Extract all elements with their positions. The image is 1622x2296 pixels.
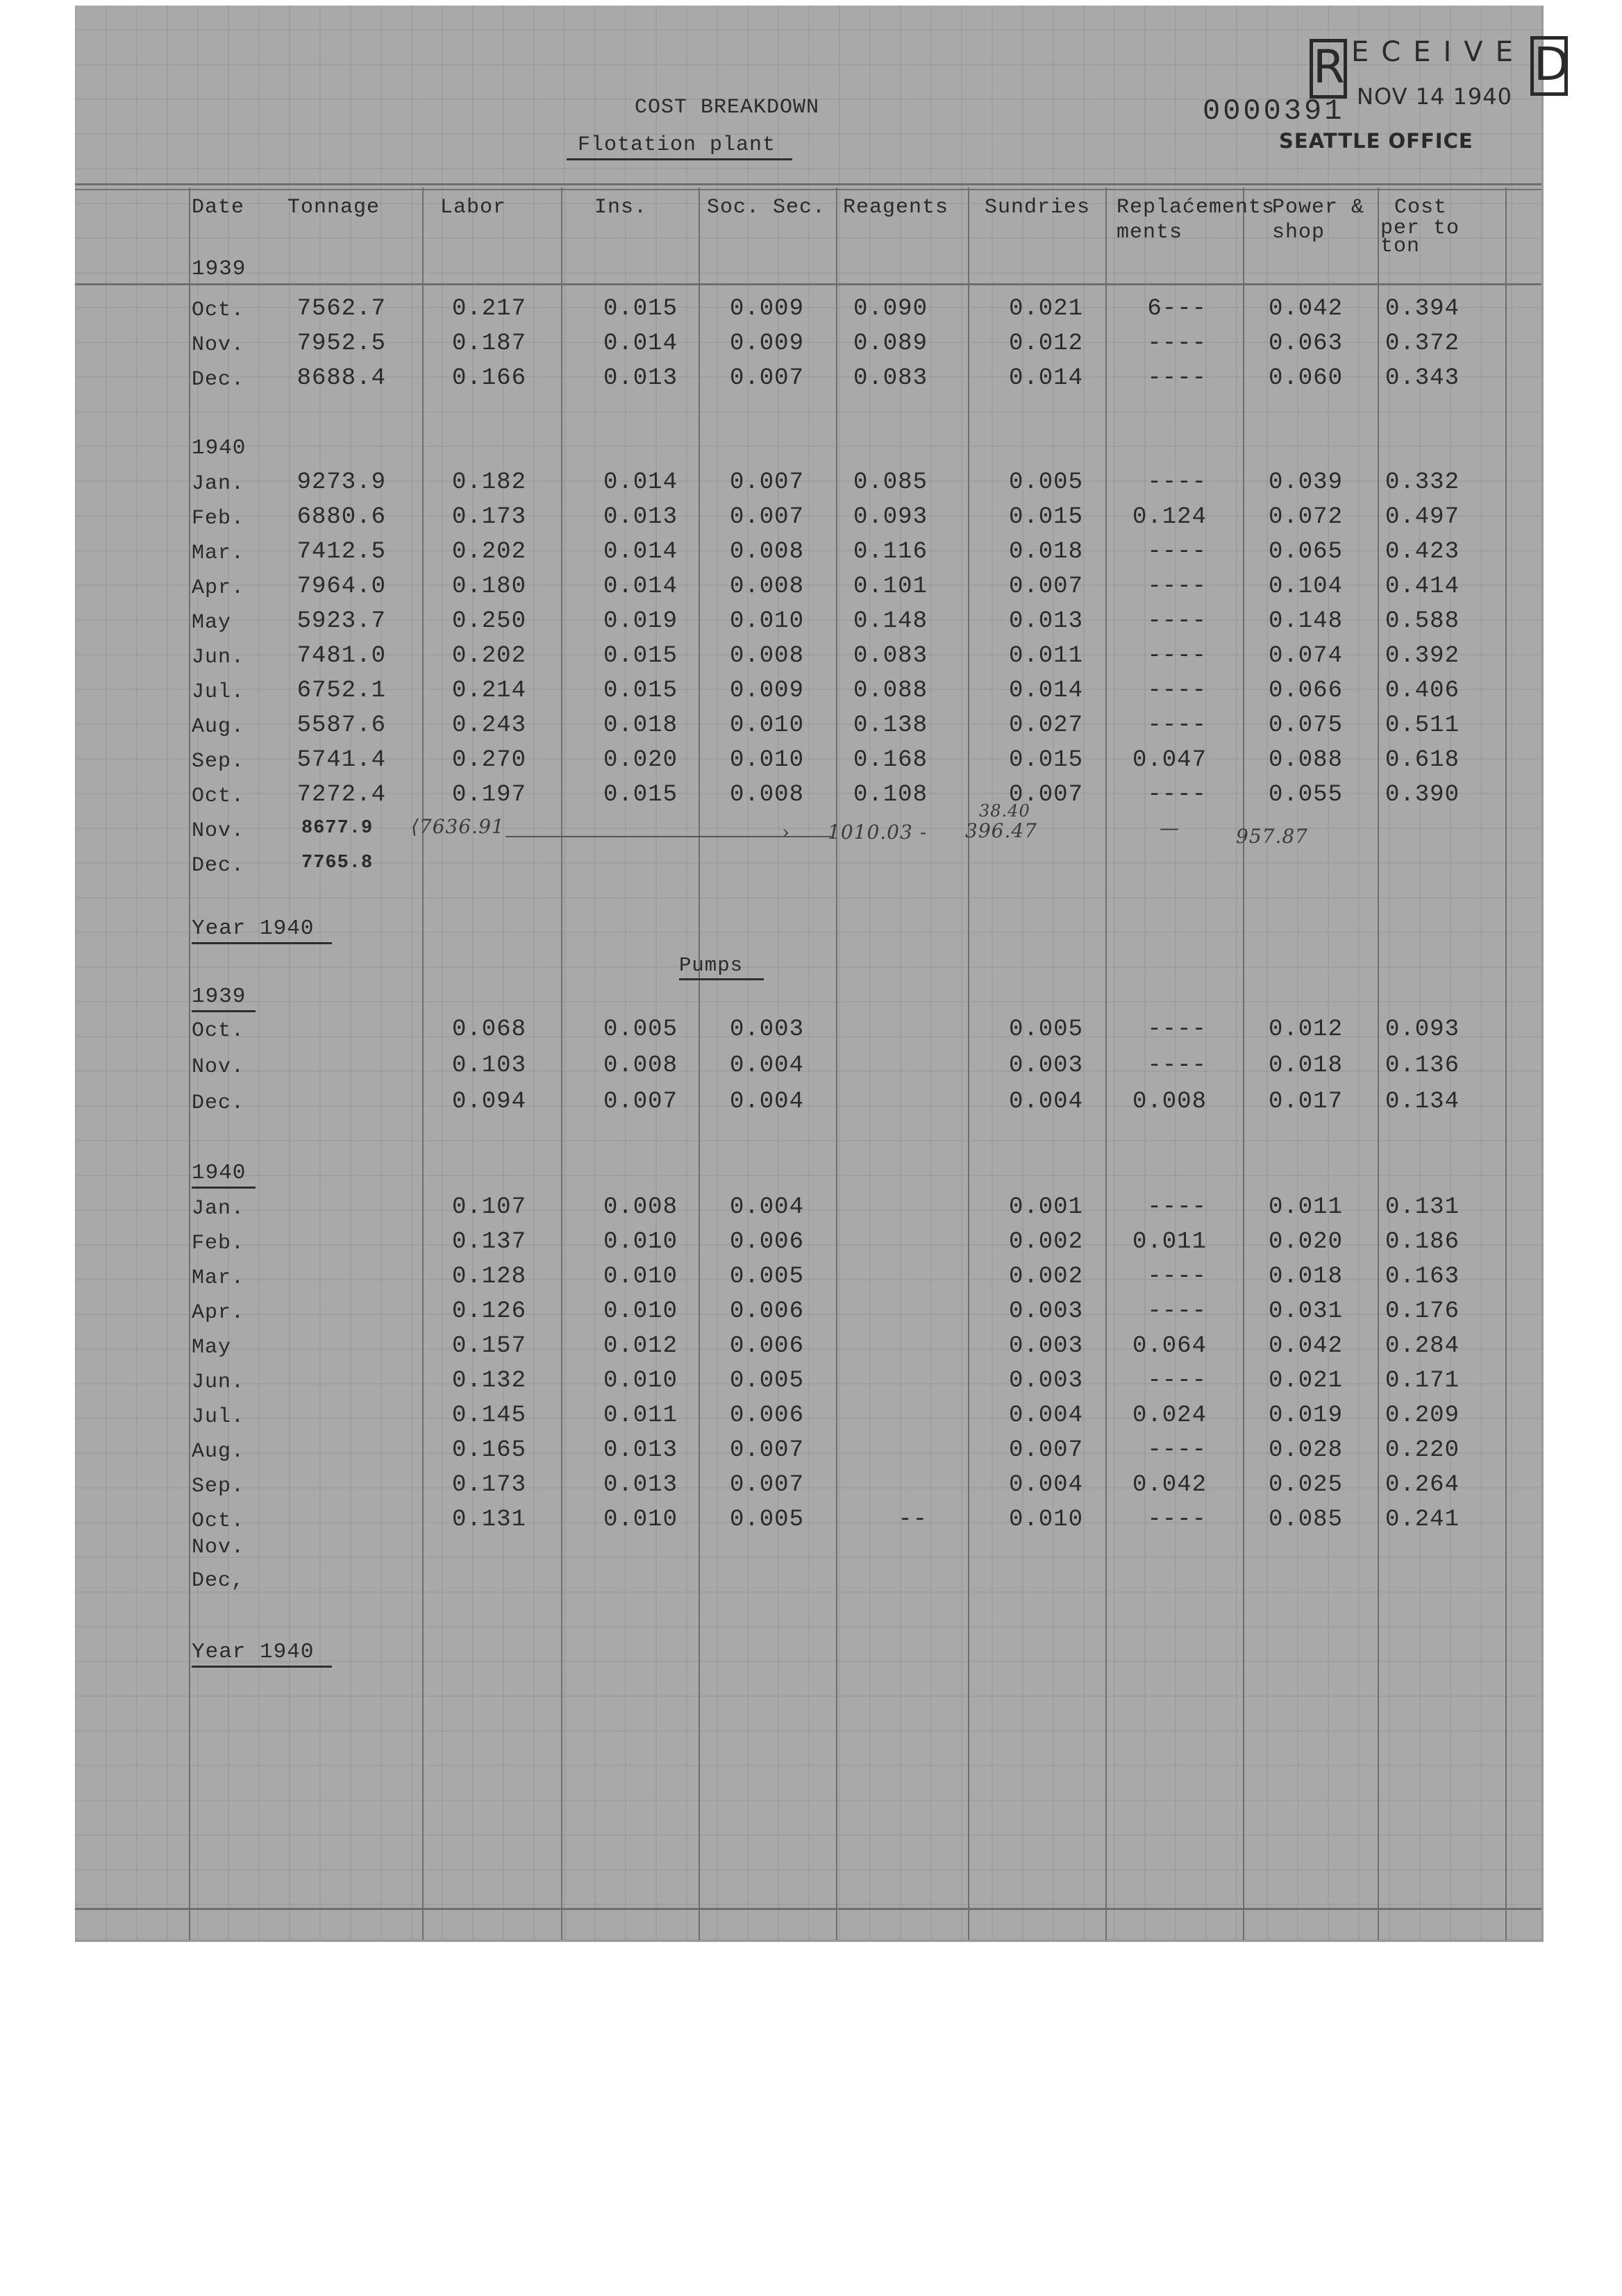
pumps-row-ins-cell: 0.005: [603, 1016, 678, 1043]
flotation-row-power-cell: 0.072: [1268, 504, 1343, 530]
flotation-row-repl-cell: 0.047: [1132, 747, 1207, 773]
pumps-row-labor-cell: 0.103: [451, 1053, 526, 1079]
pumps-row-cost-cell: 0.131: [1385, 1194, 1460, 1221]
pumps-row-repl-cell: 0.064: [1132, 1333, 1207, 1359]
pumps-row-repl-cell: 0.011: [1132, 1229, 1207, 1255]
flotation-row-labor-cell: 0.187: [451, 330, 526, 357]
flotation-row-repl-cell: ----: [1147, 365, 1207, 392]
flotation-nov-handwritten-reagents: 1010.03 -: [828, 821, 928, 844]
document-sheet: [75, 6, 1569, 1942]
pumps-title: Pumps: [679, 954, 764, 980]
pumps-row-soc-cell: 0.004: [729, 1089, 804, 1115]
flotation-row-labor-cell: 0.180: [451, 573, 526, 600]
flotation-row-cost-cell: 0.414: [1385, 573, 1460, 600]
flotation-row-cost-cell: 0.372: [1385, 330, 1460, 357]
pumps-row-labor-cell: 0.131: [451, 1507, 526, 1533]
flotation-row-power-cell: 0.063: [1268, 330, 1343, 357]
pumps-year-1940: 1940: [192, 1161, 256, 1189]
pumps-row-repl-cell: ----: [1147, 1053, 1207, 1079]
flotation-row-tonnage-cell: 6880.6: [296, 504, 386, 530]
flotation-row-repl-cell: 0.124: [1132, 504, 1207, 530]
pumps-row-repl-cell: ----: [1147, 1264, 1207, 1290]
pumps-row-repl-cell: ----: [1147, 1016, 1207, 1043]
pumps-row-soc-cell: 0.006: [729, 1402, 804, 1429]
pumps-row-repl-cell: ----: [1147, 1437, 1207, 1464]
rule-footer: [75, 1908, 1541, 1910]
flotation-row-power-cell: 0.104: [1268, 573, 1343, 600]
flotation-row-reagents-cell: 0.168: [853, 747, 928, 773]
rule-header-bottom: [75, 283, 1541, 285]
flotation-row-soc-cell: 0.009: [729, 330, 804, 357]
flotation-row-labor-cell: 0.202: [451, 643, 526, 669]
pumps-row-sundries-cell: 0.003: [1008, 1298, 1083, 1325]
flotation-row-sundries-cell: 0.014: [1008, 678, 1083, 704]
pumps-row-sundries-cell: 0.003: [1008, 1333, 1083, 1359]
pumps-row-ins-cell: 0.010: [603, 1298, 678, 1325]
flotation-row-soc-cell: 0.008: [729, 643, 804, 669]
flotation-row-ins-cell: 0.018: [603, 712, 678, 739]
pumps-row-cost-cell: 0.186: [1385, 1229, 1460, 1255]
pumps-row-ins-cell: 0.007: [603, 1089, 678, 1115]
flotation-row-soc-cell: 0.010: [729, 608, 804, 635]
flotation-row-tonnage-cell: 5587.6: [296, 712, 386, 739]
pumps-row-cost-cell: 0.241: [1385, 1507, 1460, 1533]
flotation-row-power-cell: 0.055: [1268, 782, 1343, 808]
pumps-row-power-cell: 0.042: [1268, 1333, 1343, 1359]
flotation-row-ins-cell: 0.020: [603, 747, 678, 773]
stamp-doc-number: 0000391: [1203, 94, 1345, 128]
flotation-row-month: Jun.: [192, 646, 245, 669]
flotation-row-labor-cell: 0.214: [451, 678, 526, 704]
flotation-row-soc-cell: 0.008: [729, 539, 804, 565]
rule-power-left: [1243, 187, 1244, 1940]
header-date: Date: [192, 196, 245, 219]
pumps-row-sundries-cell: 0.003: [1008, 1368, 1083, 1394]
flotation-row-labor-cell: 0.270: [451, 747, 526, 773]
flotation-year-1940: 1940: [192, 436, 246, 460]
flotation-row-sundries-cell: 0.018: [1008, 539, 1083, 565]
document-subtitle: Flotation plant: [567, 133, 792, 160]
pumps-row-month: Apr.: [192, 1301, 245, 1325]
pumps-row-labor-cell: 0.068: [451, 1016, 526, 1043]
pumps-row-sundries-cell: 0.004: [1008, 1089, 1083, 1115]
flotation-row-ins-cell: 0.015: [603, 782, 678, 808]
flotation-row-tonnage-cell: 5741.4: [296, 747, 386, 773]
flotation-row-soc-cell: 0.008: [729, 573, 804, 600]
flotation-row-repl-cell: ----: [1147, 643, 1207, 669]
stamp-date: NOV 14 1940: [1357, 83, 1512, 110]
header-cost-2: per to: [1380, 217, 1460, 240]
flotation-row-reagents-cell: 0.116: [853, 539, 928, 565]
pumps-row-soc-cell: 0.004: [729, 1194, 804, 1221]
flotation-row-month: Sep.: [192, 750, 245, 773]
flotation-row-ins-cell: 0.014: [603, 330, 678, 357]
pumps-row-power-cell: 0.021: [1268, 1368, 1343, 1394]
pumps-row-month: Oct.: [192, 1509, 245, 1533]
pumps-row-month: Jan.: [192, 1197, 245, 1221]
pumps-row-repl-cell: ----: [1147, 1194, 1207, 1221]
flotation-row-tonnage-cell: 7952.5: [296, 330, 386, 357]
flotation-row-tonnage-cell: 7562.7: [296, 296, 386, 322]
pumps-row-soc-cell: 0.006: [729, 1229, 804, 1255]
pumps-row-power-cell: 0.011: [1268, 1194, 1343, 1221]
flotation-row-tonnage-cell: 8688.4: [296, 365, 386, 392]
pumps-row-soc-cell: 0.007: [729, 1472, 804, 1498]
flotation-row-repl-cell: ----: [1147, 539, 1207, 565]
pumps-row-cost-cell: 0.209: [1385, 1402, 1460, 1429]
pumps-row-ins-cell: 0.008: [603, 1194, 678, 1221]
pumps-row-cost-cell: 0.136: [1385, 1053, 1460, 1079]
pumps-row-repl-cell: 0.008: [1132, 1089, 1207, 1115]
flotation-row-labor-cell: 0.182: [451, 469, 526, 496]
flotation-row-labor-cell: 0.173: [451, 504, 526, 530]
pumps-row-sundries-cell: 0.004: [1008, 1472, 1083, 1498]
pumps-row-cost-cell: 0.171: [1385, 1368, 1460, 1394]
pumps-row-repl-cell: 0.042: [1132, 1472, 1207, 1498]
pumps-row-labor-cell: 0.126: [451, 1298, 526, 1325]
pumps-row-repl-cell: ----: [1147, 1298, 1207, 1325]
pumps-row-soc-cell: 0.006: [729, 1298, 804, 1325]
pumps-row-power-cell: 0.019: [1268, 1402, 1343, 1429]
pumps-row-labor-cell: 0.094: [451, 1089, 526, 1115]
flotation-row-sundries-cell: 0.014: [1008, 365, 1083, 392]
flotation-row-ins-cell: 0.014: [603, 469, 678, 496]
pumps-row-labor-cell: 0.173: [451, 1472, 526, 1498]
rule-date-left: [189, 187, 190, 1940]
pumps-row-labor-cell: 0.165: [451, 1437, 526, 1464]
flotation-row-sundries-cell: 0.012: [1008, 330, 1083, 357]
flotation-row-cost-cell: 0.423: [1385, 539, 1460, 565]
flotation-row-month: Feb.: [192, 507, 245, 530]
pumps-row-month: Dec.: [192, 1091, 245, 1115]
pumps-row-power-cell: 0.020: [1268, 1229, 1343, 1255]
flotation-row-sundries-cell: 0.027: [1008, 712, 1083, 739]
pumps-row-month: Jun.: [192, 1371, 245, 1394]
flotation-nov-month: Nov.: [192, 819, 245, 843]
flotation-row-cost-cell: 0.394: [1385, 296, 1460, 322]
header-soc-sec: Soc. Sec.: [707, 196, 826, 219]
pumps-row-cost-cell: 0.163: [1385, 1264, 1460, 1290]
flotation-row-reagents-cell: 0.085: [853, 469, 928, 496]
header-cost-3: ton: [1380, 235, 1421, 258]
flotation-row-cost-cell: 0.497: [1385, 504, 1460, 530]
flotation-row-cost-cell: 0.406: [1385, 678, 1460, 704]
flotation-row-repl-cell: ----: [1147, 712, 1207, 739]
pumps-dec-month: Dec,: [192, 1569, 245, 1593]
header-ins: Ins.: [594, 196, 648, 219]
pumps-row-ins-cell: 0.011: [603, 1402, 678, 1429]
flotation-row-tonnage-cell: 7412.5: [296, 539, 386, 565]
flotation-row-month: Apr.: [192, 576, 245, 600]
flotation-row-labor-cell: 0.217: [451, 296, 526, 322]
flotation-row-sundries-cell: 0.005: [1008, 469, 1083, 496]
flotation-row-ins-cell: 0.015: [603, 678, 678, 704]
rule-ins-left: [561, 187, 562, 1940]
pumps-row-soc-cell: 0.007: [729, 1437, 804, 1464]
flotation-row-soc-cell: 0.009: [729, 678, 804, 704]
flotation-row-ins-cell: 0.015: [603, 643, 678, 669]
flotation-row-month: Mar.: [192, 542, 245, 565]
flotation-row-power-cell: 0.088: [1268, 747, 1343, 773]
pumps-row-ins-cell: 0.013: [603, 1437, 678, 1464]
flotation-row-repl-cell: ----: [1147, 608, 1207, 635]
flotation-row-soc-cell: 0.010: [729, 712, 804, 739]
flotation-row-power-cell: 0.042: [1268, 296, 1343, 322]
flotation-row-sundries-cell: 0.007: [1008, 782, 1083, 808]
pumps-row-power-cell: 0.017: [1268, 1089, 1343, 1115]
flotation-row-power-cell: 0.060: [1268, 365, 1343, 392]
flotation-row-soc-cell: 0.009: [729, 296, 804, 322]
pumps-row-ins-cell: 0.010: [603, 1507, 678, 1533]
stamp-office: SEATTLE OFFICE: [1279, 129, 1473, 153]
flotation-row-repl-cell: ----: [1147, 573, 1207, 600]
flotation-row-power-cell: 0.148: [1268, 608, 1343, 635]
flotation-row-labor-cell: 0.166: [451, 365, 526, 392]
pumps-row-sundries-cell: 0.003: [1008, 1053, 1083, 1079]
pumps-row-ins-cell: 0.010: [603, 1264, 678, 1290]
flotation-row-cost-cell: 0.511: [1385, 712, 1460, 739]
pumps-row-month: Aug.: [192, 1440, 245, 1464]
flotation-row-power-cell: 0.075: [1268, 712, 1343, 739]
pumps-row-power-cell: 0.012: [1268, 1016, 1343, 1043]
pumps-row-sundries-cell: 0.010: [1008, 1507, 1083, 1533]
flotation-row-reagents-cell: 0.108: [853, 782, 928, 808]
pumps-row-month: Oct.: [192, 1019, 245, 1043]
flotation-row-sundries-cell: 0.015: [1008, 747, 1083, 773]
pumps-row-power-cell: 0.025: [1268, 1472, 1343, 1498]
flotation-row-reagents-cell: 0.088: [853, 678, 928, 704]
flotation-nov-tonnage: 8677.9: [301, 818, 374, 839]
flotation-row-reagents-cell: 0.083: [853, 365, 928, 392]
flotation-row-ins-cell: 0.014: [603, 573, 678, 600]
pumps-row-soc-cell: 0.003: [729, 1016, 804, 1043]
header-labor: Labor: [440, 196, 507, 219]
pumps-row-power-cell: 0.028: [1268, 1437, 1343, 1464]
pumps-row-sundries-cell: 0.004: [1008, 1402, 1083, 1429]
pumps-row-soc-cell: 0.005: [729, 1368, 804, 1394]
pumps-row-soc-cell: 0.006: [729, 1333, 804, 1359]
flotation-row-cost-cell: 0.332: [1385, 469, 1460, 496]
flotation-nov-handwritten-power: 957.87: [1236, 825, 1308, 848]
flotation-row-soc-cell: 0.007: [729, 469, 804, 496]
flotation-row-sundries-cell: 0.007: [1008, 573, 1083, 600]
flotation-row-repl-cell: ----: [1147, 469, 1207, 496]
flotation-nov-handwritten-replacements: —: [1160, 816, 1180, 839]
pumps-row-sundries-cell: 0.007: [1008, 1437, 1083, 1464]
flotation-row-repl-cell: 6---: [1147, 296, 1207, 322]
flotation-row-sundries-cell: 0.021: [1008, 296, 1083, 322]
flotation-row-sundries-cell: 0.013: [1008, 608, 1083, 635]
flotation-row-tonnage-cell: 9273.9: [296, 469, 386, 496]
flotation-row-ins-cell: 0.019: [603, 608, 678, 635]
flotation-nov-handwritten-labor: ⟨7636.91: [411, 815, 505, 838]
pumps-row-labor-cell: 0.132: [451, 1368, 526, 1394]
flotation-row-labor-cell: 0.197: [451, 782, 526, 808]
header-replacements-1: Replaćements: [1117, 196, 1276, 219]
flotation-row-reagents-cell: 0.138: [853, 712, 928, 739]
header-cost-1: Cost: [1394, 196, 1448, 219]
flotation-row-tonnage-cell: 6752.1: [296, 678, 386, 704]
rule-labor-left: [422, 187, 424, 1940]
stamp-letter-r: R: [1310, 39, 1347, 99]
pumps-row-month: Nov.: [192, 1055, 245, 1079]
pumps-nov-month: Nov.: [192, 1536, 245, 1559]
flotation-row-month: May: [192, 611, 232, 635]
rule-reagents-left: [836, 187, 837, 1940]
flotation-row-power-cell: 0.039: [1268, 469, 1343, 496]
header-sundries: Sundries: [985, 196, 1091, 219]
pumps-row-power-cell: 0.018: [1268, 1053, 1343, 1079]
flotation-row-month: Oct.: [192, 299, 245, 322]
flotation-row-labor-cell: 0.250: [451, 608, 526, 635]
flotation-row-sundries-cell: 0.011: [1008, 643, 1083, 669]
pumps-row-ins-cell: 0.008: [603, 1053, 678, 1079]
pumps-row-month: Mar.: [192, 1266, 245, 1290]
flotation-row-month: Nov.: [192, 333, 245, 357]
flotation-year-total: Year 1940: [192, 916, 332, 944]
flotation-row-ins-cell: 0.014: [603, 539, 678, 565]
pumps-row-cost-cell: 0.264: [1385, 1472, 1460, 1498]
rule-header-top2: [75, 189, 1541, 190]
flotation-row-power-cell: 0.074: [1268, 643, 1343, 669]
flotation-row-ins-cell: 0.013: [603, 504, 678, 530]
pumps-row-power-cell: 0.031: [1268, 1298, 1343, 1325]
pumps-row-sundries-cell: 0.005: [1008, 1016, 1083, 1043]
stamp-letter-d: D: [1530, 36, 1568, 96]
flotation-row-power-cell: 0.065: [1268, 539, 1343, 565]
pumps-row-cost-cell: 0.093: [1385, 1016, 1460, 1043]
pumps-row-sundries-cell: 0.001: [1008, 1194, 1083, 1221]
rule-repl-left: [1105, 187, 1107, 1940]
header-power-1: Power &: [1272, 196, 1365, 219]
flotation-row-power-cell: 0.066: [1268, 678, 1343, 704]
flotation-row-tonnage-cell: 5923.7: [296, 608, 386, 635]
pumps-row-labor-cell: 0.145: [451, 1402, 526, 1429]
pumps-row-month: Jul.: [192, 1405, 245, 1429]
flotation-row-reagents-cell: 0.148: [853, 608, 928, 635]
flotation-row-labor-cell: 0.202: [451, 539, 526, 565]
document-title: COST BREAKDOWN: [635, 96, 820, 119]
pumps-row-labor-cell: 0.107: [451, 1194, 526, 1221]
pumps-row-ins-cell: 0.010: [603, 1229, 678, 1255]
flotation-row-month: Jan.: [192, 472, 245, 496]
flotation-row-ins-cell: 0.013: [603, 365, 678, 392]
rule-cost-right: [1505, 187, 1507, 1940]
flotation-dec-month: Dec.: [192, 854, 245, 878]
flotation-row-tonnage-cell: 7964.0: [296, 573, 386, 600]
pumps-row-repl-cell: ----: [1147, 1507, 1207, 1533]
flotation-nov-handwritten-sundries-top: 38.40: [979, 801, 1030, 821]
flotation-row-reagents-cell: 0.101: [853, 573, 928, 600]
rule-soc-left: [699, 187, 700, 1940]
pumps-row-month: Sep.: [192, 1475, 245, 1498]
pumps-row-soc-cell: 0.005: [729, 1264, 804, 1290]
pumps-row-sundries-cell: 0.002: [1008, 1264, 1083, 1290]
flotation-row-sundries-cell: 0.015: [1008, 504, 1083, 530]
pumps-row-reagents-cell: --: [898, 1507, 928, 1533]
pumps-row-cost-cell: 0.284: [1385, 1333, 1460, 1359]
flotation-year-1939: 1939: [192, 257, 246, 281]
flotation-row-soc-cell: 0.007: [729, 365, 804, 392]
flotation-row-month: Jul.: [192, 680, 245, 704]
flotation-row-soc-cell: 0.010: [729, 747, 804, 773]
flotation-row-cost-cell: 0.392: [1385, 643, 1460, 669]
pumps-row-soc-cell: 0.005: [729, 1507, 804, 1533]
header-replacements-2: ments: [1117, 221, 1183, 244]
pumps-row-cost-cell: 0.134: [1385, 1089, 1460, 1115]
pumps-row-labor-cell: 0.128: [451, 1264, 526, 1290]
pumps-row-month: May: [192, 1336, 232, 1359]
pumps-row-repl-cell: 0.024: [1132, 1402, 1207, 1429]
rule-cost-left: [1378, 187, 1379, 1940]
flotation-row-tonnage-cell: 7272.4: [296, 782, 386, 808]
flotation-row-month: Oct.: [192, 785, 245, 808]
flotation-row-ins-cell: 0.015: [603, 296, 678, 322]
flotation-row-month: Dec.: [192, 368, 245, 392]
flotation-row-cost-cell: 0.588: [1385, 608, 1460, 635]
pumps-row-ins-cell: 0.012: [603, 1333, 678, 1359]
pumps-row-soc-cell: 0.004: [729, 1053, 804, 1079]
pumps-row-labor-cell: 0.137: [451, 1229, 526, 1255]
flotation-row-reagents-cell: 0.089: [853, 330, 928, 357]
pumps-row-cost-cell: 0.220: [1385, 1437, 1460, 1464]
flotation-row-repl-cell: ----: [1147, 330, 1207, 357]
pumps-row-repl-cell: ----: [1147, 1368, 1207, 1394]
pumps-year-1939: 1939: [192, 984, 256, 1012]
pumps-row-sundries-cell: 0.002: [1008, 1229, 1083, 1255]
flotation-row-tonnage-cell: 7481.0: [296, 643, 386, 669]
pumps-row-power-cell: 0.018: [1268, 1264, 1343, 1290]
pumps-year-total: Year 1940: [192, 1640, 332, 1668]
flotation-row-reagents-cell: 0.093: [853, 504, 928, 530]
flotation-row-soc-cell: 0.007: [729, 504, 804, 530]
pumps-row-month: Feb.: [192, 1232, 245, 1255]
rule-sundries-left: [968, 187, 969, 1940]
flotation-row-repl-cell: ----: [1147, 782, 1207, 808]
stamp-received: ECEIVE: [1351, 36, 1525, 68]
flotation-row-labor-cell: 0.243: [451, 712, 526, 739]
pumps-row-ins-cell: 0.013: [603, 1472, 678, 1498]
flotation-dec-tonnage: 7765.8: [301, 853, 374, 873]
rule-header-top: [75, 183, 1541, 185]
pumps-row-cost-cell: 0.176: [1385, 1298, 1460, 1325]
pumps-row-ins-cell: 0.010: [603, 1368, 678, 1394]
flotation-row-soc-cell: 0.008: [729, 782, 804, 808]
flotation-row-cost-cell: 0.390: [1385, 782, 1460, 808]
header-reagents: Reagents: [843, 196, 949, 219]
flotation-row-repl-cell: ----: [1147, 678, 1207, 704]
header-tonnage: Tonnage: [287, 196, 381, 219]
flotation-row-cost-cell: 0.618: [1385, 747, 1460, 773]
flotation-row-cost-cell: 0.343: [1385, 365, 1460, 392]
flotation-row-reagents-cell: 0.090: [853, 296, 928, 322]
pumps-row-labor-cell: 0.157: [451, 1333, 526, 1359]
pumps-row-power-cell: 0.085: [1268, 1507, 1343, 1533]
header-power-2: shop: [1272, 221, 1326, 244]
handwritten-arrow-head: ›: [782, 821, 791, 844]
flotation-nov-handwritten-sundries: 396.47: [965, 819, 1037, 842]
flotation-row-reagents-cell: 0.083: [853, 643, 928, 669]
flotation-row-month: Aug.: [192, 715, 245, 739]
